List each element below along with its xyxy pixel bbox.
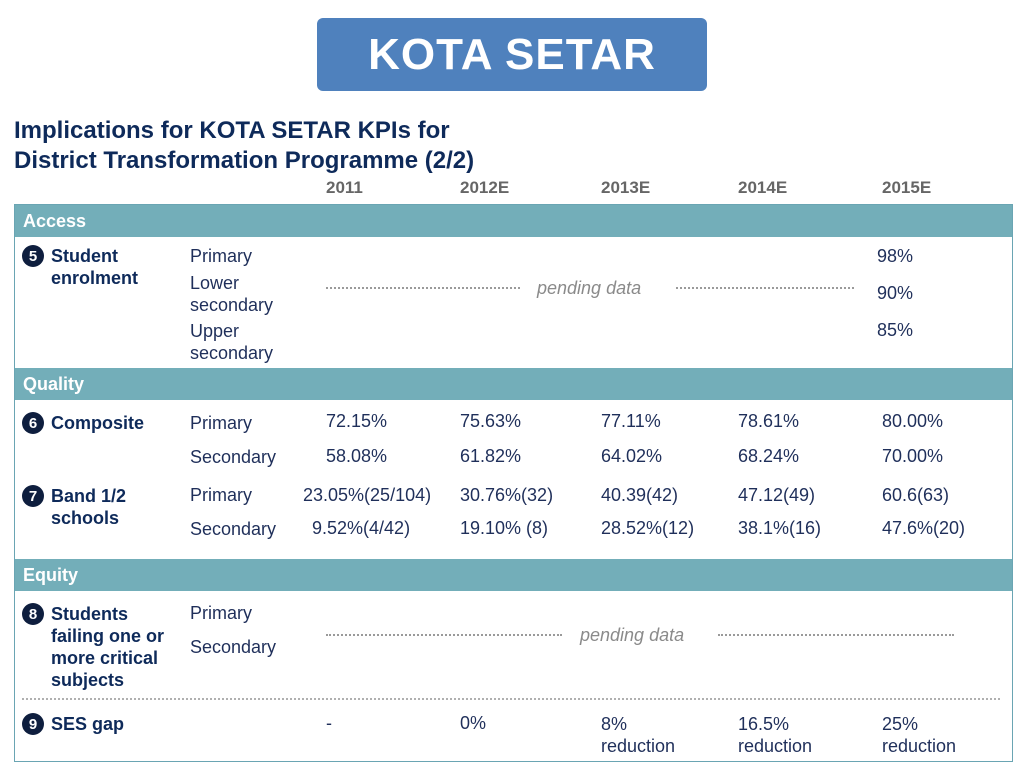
composite-secondary-2015: 70.00%: [882, 446, 944, 466]
pending-dots-right: [718, 634, 954, 636]
sub-primary: Primary: [190, 246, 252, 266]
ses-gap-value: 25%: [882, 714, 919, 734]
composite-primary-2011: 72.15%: [326, 411, 388, 431]
year-2011: 2011: [326, 178, 363, 197]
title-line-1: Implications for KOTA SETAR KPIs for: [14, 117, 450, 144]
composite-primary-2012: 75.63%: [460, 411, 522, 431]
sub-line: secondary: [190, 343, 274, 363]
kpi-label-line: Students: [51, 604, 129, 624]
pending-data-access: pending data: [537, 278, 642, 298]
kpi-label-line: Student: [51, 246, 118, 266]
title-line-2: District Transformation Programme (2/2): [14, 147, 475, 174]
sub-upper-secondary: [190, 320, 273, 364]
pending-dots-left: [326, 287, 520, 289]
band-primary-2012: 30.76%(32): [460, 485, 554, 505]
kpi-label-line: failing one or: [51, 626, 165, 646]
section-access: Access: [15, 205, 1012, 237]
kpi-number-6: 6: [22, 412, 44, 434]
kpi-label-line: schools: [51, 508, 120, 528]
failing-secondary-label: Secondary: [190, 637, 277, 657]
ses-gap-2012: 0%: [460, 713, 487, 733]
band-primary-2013: 40.39(42): [601, 485, 679, 505]
band-secondary-2012: 19.10% (8): [460, 518, 549, 538]
band-primary-label: Primary: [190, 485, 252, 505]
year-2015: 2015E: [882, 178, 932, 197]
composite-secondary-label: Secondary: [190, 447, 277, 467]
composite-primary-2013: 77.11%: [601, 411, 661, 431]
band-secondary-2011: 9.52%(4/42): [312, 518, 411, 538]
kpi-label-composite: Composite: [51, 413, 145, 433]
ses-gap-value: 8%: [601, 714, 628, 734]
ses-gap-reduction: reduction: [882, 736, 957, 756]
kpi-label-band-schools: [51, 485, 126, 529]
kpi-label-line: subjects: [51, 670, 125, 690]
pending-dots-right: [676, 287, 854, 289]
year-2014: 2014E: [738, 178, 788, 197]
row-divider: [22, 698, 1000, 700]
kpi-number-7: 7: [22, 485, 44, 507]
ses-gap-reduction: reduction: [738, 736, 813, 756]
kpi-number-8: 8: [22, 603, 44, 625]
composite-secondary-2012: 61.82%: [460, 446, 522, 466]
band-primary-2014: 47.12(49): [738, 485, 816, 505]
ses-gap-value: 16.5%: [738, 714, 790, 734]
composite-primary-2015: 80.00%: [882, 411, 944, 431]
kpi-label-student-enrolment: [51, 245, 138, 289]
ses-gap-2011: -: [326, 713, 332, 733]
composite-primary-2014: 78.61%: [738, 411, 800, 431]
band-primary-2011: 23.05%(25/104): [303, 485, 432, 505]
composite-secondary-2013: 64.02%: [601, 446, 663, 466]
composite-secondary-2014: 68.24%: [738, 446, 800, 466]
kpi-label-ses-gap: SES gap: [51, 714, 125, 734]
ses-gap-2014: [738, 713, 812, 757]
target-upper-secondary-2015: 85%: [877, 320, 914, 340]
band-secondary-2014: 38.1%(16): [738, 518, 822, 538]
kpi-label-students-failing: [51, 603, 164, 691]
sub-lower-secondary: [190, 272, 273, 316]
target-primary-2015: 98%: [877, 246, 914, 266]
sub-line: Lower: [190, 273, 240, 293]
band-secondary-2013: 28.52%(12): [601, 518, 695, 538]
kpi-label-line: more critical: [51, 648, 159, 668]
target-lower-secondary-2015: 90%: [877, 283, 914, 303]
kpi-label-line: Band 1/2: [51, 486, 127, 506]
sub-line: Upper: [190, 321, 240, 341]
composite-primary-label: Primary: [190, 413, 252, 433]
year-header: [0, 178, 1024, 198]
ses-gap-reduction: reduction: [601, 736, 676, 756]
ses-gap-2015: [882, 713, 956, 757]
composite-secondary-2011: 58.08%: [326, 446, 388, 466]
band-secondary-label: Secondary: [190, 519, 277, 539]
kpi-label-line: enrolment: [51, 268, 139, 288]
failing-primary-label: Primary: [190, 603, 252, 623]
pending-dots-left: [326, 634, 562, 636]
year-2012: 2012E: [460, 178, 510, 197]
kpi-number-9: 9: [22, 713, 44, 735]
section-equity: Equity: [15, 559, 1012, 591]
ses-gap-2013: [601, 713, 675, 757]
page-banner: KOTA SETAR: [317, 18, 707, 91]
page-title: [14, 116, 474, 176]
band-secondary-2015: 47.6%(20): [882, 518, 966, 538]
section-quality: Quality: [15, 368, 1012, 400]
pending-data-equity: pending data: [580, 625, 685, 645]
band-primary-2015: 60.6(63): [882, 485, 950, 505]
sub-line: secondary: [190, 295, 274, 315]
year-2013: 2013E: [601, 178, 651, 197]
kpi-number-5: 5: [22, 245, 44, 267]
